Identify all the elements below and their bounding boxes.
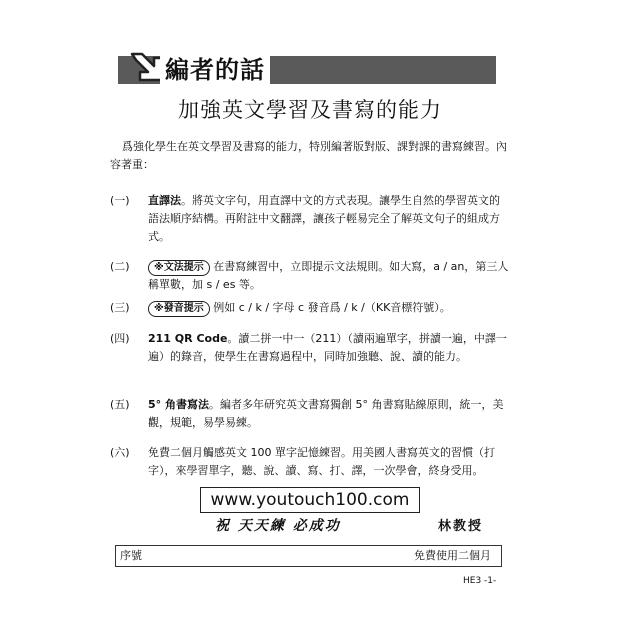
item-number: (一) — [110, 194, 130, 207]
item-text: 在書寫練習中，立即提示文法規則。如大寫，a / an，第三人稱單數，加 s / es 等。 — [148, 260, 509, 291]
grammar-tip-badge: ※文法提示 — [148, 260, 210, 276]
item-bold: 5° 角書寫法 — [148, 398, 209, 411]
pronunciation-tip-badge: ※發音提示 — [148, 301, 210, 317]
item-number: (五) — [110, 398, 130, 411]
item-number: (三) — [110, 301, 130, 314]
page-number: HE3 -1- — [463, 576, 497, 586]
item-text: 免費二個月觸感英文 100 單字記憶練習。用美國人書寫英文的習慣（打字），來學習單字，聽、說、讀、寫、打、譯，一次學會，終身受用。 — [148, 446, 495, 477]
list-item — [110, 192, 510, 246]
author: 林教授 — [438, 519, 484, 534]
list-item — [110, 258, 510, 294]
item-number: (二) — [110, 260, 130, 273]
item-text: 。將英文字句，用直譯中文的方式表現。讓學生自然的學習英文的語法順序結構。再附註中文翻譯，讓孩子輕易完全了解英文句子的組成方式。 — [148, 194, 500, 243]
list-item — [110, 444, 510, 480]
free-use-label: 免費使用二個月 — [414, 549, 491, 562]
item-number: (四) — [110, 332, 130, 345]
item-text: 例如 c / k / 字母 c 發音爲 / k /（KK音標符號）。 — [213, 301, 451, 314]
serial-label: 序號 — [120, 549, 142, 562]
item-number: (六) — [110, 446, 130, 459]
item-bold: 211 QR Code — [148, 332, 228, 345]
list-item — [110, 330, 510, 366]
list-item — [110, 299, 510, 317]
list-item — [110, 396, 510, 432]
item-text: 。編者多年研究英文書寫獨創 5° 角書寫貼線原則，統一，美觀，規範，易學易練。 — [148, 398, 504, 429]
header-title: 編者的話 — [160, 50, 270, 90]
motto: 祝 天天練 必成功 — [215, 518, 341, 534]
intro-paragraph: 爲強化學生在英文學習及書寫的能力，特別編著版對版、課對課的書寫練習。內容著重： — [110, 140, 507, 171]
item-text: 。讀二拼一中一（211）（讀兩遍單字，拼讀一遍，中譯一遍）的錄音，使學生在書寫過程中，同時加強聽、說、讀的能力。 — [148, 332, 507, 363]
page-title: 加強英文學習及書寫的能力 — [178, 98, 442, 122]
website-link[interactable]: www.youtouch100.com — [200, 487, 420, 513]
item-bold: 直譯法 — [148, 194, 181, 207]
